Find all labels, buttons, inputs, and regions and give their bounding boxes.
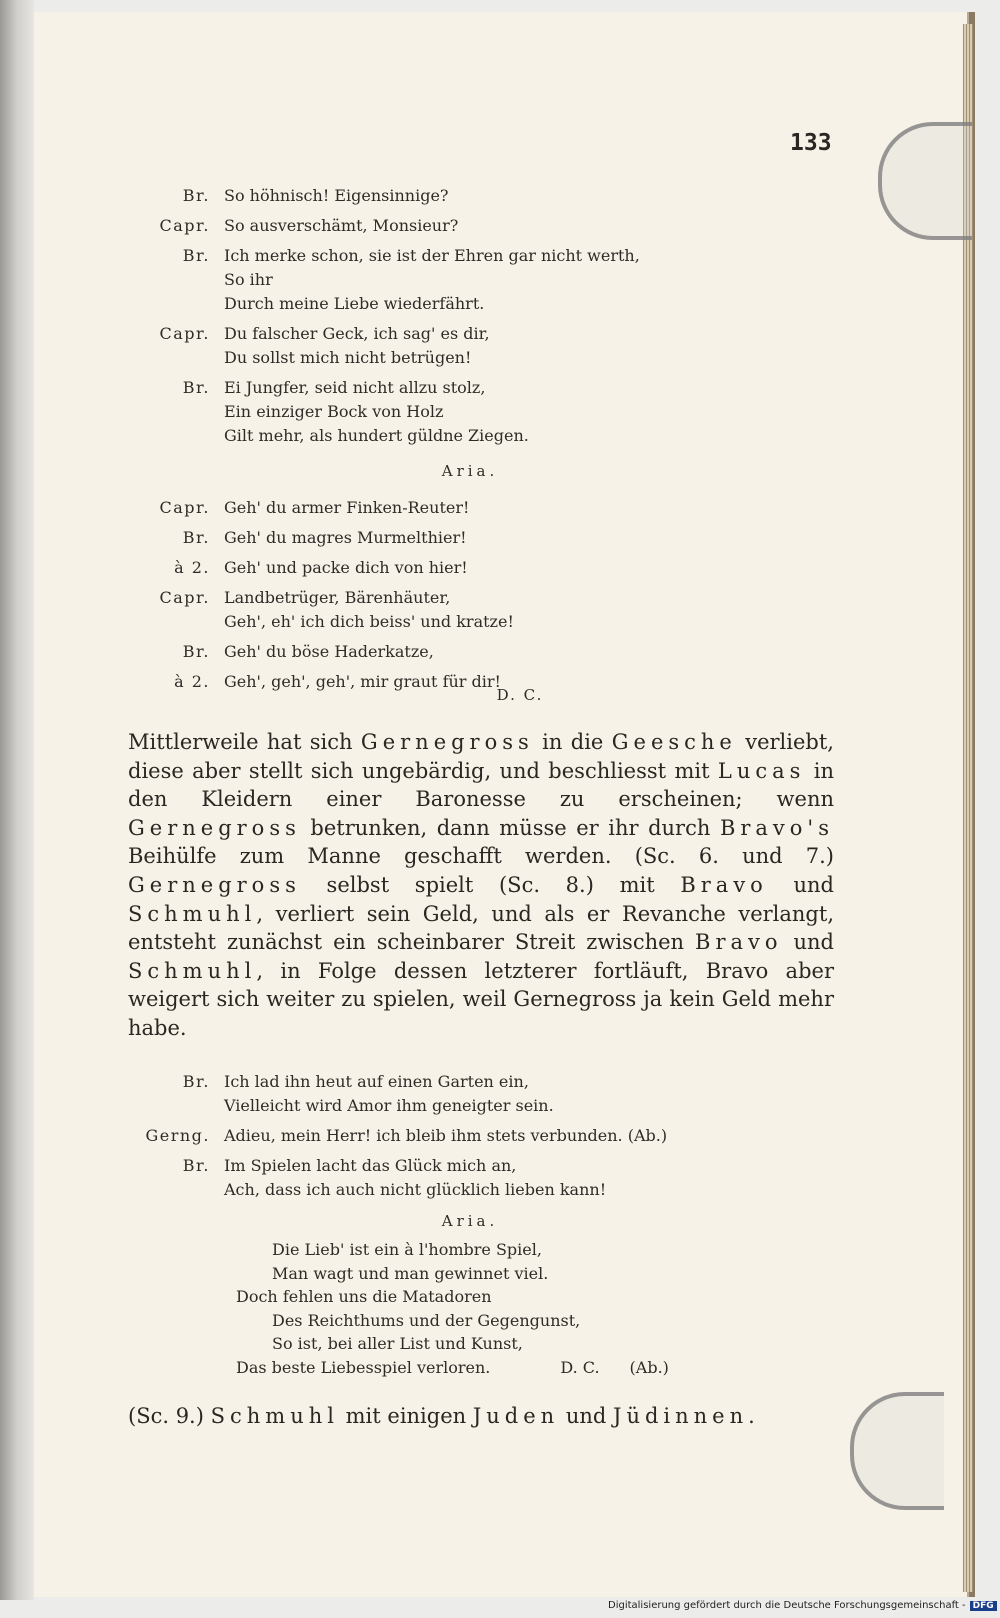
character-name: Schmuhl <box>128 958 257 983</box>
prose-text: , in Folge dessen letzterer fortläuft, Bravo aber weigert sich weiter zu spielen, weil Gernegross ja kein Geld mehr habe. <box>128 958 834 1040</box>
character-name: Gernegross <box>128 815 301 840</box>
narrative-paragraph <box>128 728 834 1043</box>
prose-text: Mittlerweile hat sich <box>128 730 361 754</box>
verse-line: Des Reichthums und der Gegengunst, <box>272 1310 581 1330</box>
da-capo-mark: D. C. <box>560 1357 600 1377</box>
verse-line: Geh' du magres Murmelthier! <box>224 528 467 547</box>
dialogue-line <box>134 244 640 316</box>
character-name: Juden <box>472 1404 560 1428</box>
verse-line-final <box>236 1356 669 1380</box>
stage-direction: (Ab.) <box>629 1357 669 1377</box>
prose-text: selbst spielt (Sc. 8.) mit <box>300 872 681 897</box>
dialogue-line <box>134 670 514 694</box>
verse-line: Ich merke schon, sie ist der Ehren gar nicht werth, <box>224 246 640 265</box>
page-clip-bottom <box>850 1392 944 1510</box>
closing-paragraph <box>128 1402 834 1431</box>
dialogue-line <box>134 640 514 664</box>
dialogue-line <box>134 376 640 448</box>
prose-text: und <box>767 872 834 897</box>
aria-heading-2: Aria. <box>441 1212 499 1230</box>
dialogue-line <box>134 322 640 370</box>
speaker-label: Gerng. <box>145 1126 210 1145</box>
verse-line: Geh', geh', geh', mir graut für dir! <box>224 672 501 691</box>
character-name: Schmuhl <box>210 1404 339 1428</box>
dialogue-block-3 <box>134 1070 667 1202</box>
character-name: Bravo's <box>719 815 834 840</box>
verse-line: Geh' du armer Finken-Reuter! <box>224 498 470 517</box>
verse-line: So ihr <box>224 270 273 289</box>
verse-line: Landbetrüger, Bärenhäuter, <box>224 588 451 607</box>
dialogue-line <box>134 1124 667 1148</box>
prose-text: Beihülfe zum Manne geschafft werden. (Sc. 6. und 7.) <box>128 844 834 869</box>
prose-text: mit einigen <box>338 1404 473 1428</box>
credit-text: Digitalisierung gefördert durch die Deutsche Forschungsgemeinschaft - <box>608 1600 966 1611</box>
verse-line: Gilt mehr, als hundert güldne Ziegen. <box>224 426 529 445</box>
digitization-credit <box>608 1600 997 1611</box>
speaker-label: Capr. <box>159 216 210 235</box>
speaker-label: Br. <box>182 1072 210 1091</box>
speaker-label: à 2. <box>174 672 210 691</box>
character-name: Gernegross <box>128 872 301 897</box>
da-capo-mark: D. C. <box>496 686 544 704</box>
speaker-label: Br. <box>182 186 210 205</box>
verse-line: Vielleicht wird Amor ihm geneigter sein. <box>224 1096 554 1115</box>
verse-line: Du sollst mich nicht betrügen! <box>224 348 472 367</box>
speaker-label: Br. <box>182 246 210 265</box>
aria-heading: Aria. <box>441 462 499 480</box>
prose-text: betrunken, dann müsse er ihr durch <box>300 815 720 840</box>
prose-text: und <box>559 1404 614 1428</box>
speaker-label: Br. <box>182 642 210 661</box>
verse-line: Geh', eh' ich dich beiss' und kratze! <box>224 612 514 631</box>
dialogue-line <box>134 526 514 550</box>
speaker-label: Capr. <box>159 324 210 343</box>
character-name: Lucas <box>717 758 806 783</box>
aria-verse-block <box>236 1238 669 1379</box>
prose-text: und <box>782 930 834 955</box>
speaker-label: Capr. <box>159 588 210 607</box>
verse-line: Im Spielen lacht das Glück mich an, <box>224 1156 517 1175</box>
prose-text: (Sc. 9.) <box>128 1404 211 1428</box>
dialogue-line <box>134 1070 667 1118</box>
verse-line: Du falscher Geck, ich sag' es dir, <box>224 324 490 343</box>
character-name: Bravo <box>695 930 783 955</box>
verse-line: Geh' du böse Haderkatze, <box>224 642 434 661</box>
verse-line: Ein einziger Bock von Holz <box>224 402 444 421</box>
character-name: Schmuhl <box>128 901 257 926</box>
page-edges <box>963 24 973 1592</box>
verse-line: So höhnisch! Eigensinnige? <box>224 186 449 205</box>
verse-line: Ich lad ihn heut auf einen Garten ein, <box>224 1072 529 1091</box>
character-name: Gernegross <box>360 730 534 754</box>
verse-line: So ausverschämt, Monsieur? <box>224 216 459 235</box>
speaker-label: Br. <box>182 1156 210 1175</box>
character-name: Geesche <box>611 730 737 754</box>
book-binding <box>0 0 34 1600</box>
prose-text: verliebt, diese aber stellt sich ungebärdig, und beschliesst mit <box>128 730 834 783</box>
dialogue-block-2 <box>134 496 514 694</box>
verse-line: Doch fehlen uns die Matadoren <box>236 1287 492 1306</box>
prose-text: . <box>748 1404 755 1428</box>
dialogue-line <box>134 586 514 634</box>
character-name: Jüdinnen <box>613 1404 749 1428</box>
prose-text: in den Kleidern einer Baronesse zu erscheinen; wenn <box>128 758 834 812</box>
verse-line: Ei Jungfer, seid nicht allzu stolz, <box>224 378 486 397</box>
speaker-label: à 2. <box>174 558 210 577</box>
dfg-logo: DFG <box>970 1601 997 1611</box>
verse-line: So ist, bei aller List und Kunst, <box>272 1334 523 1353</box>
verse-line: Durch meine Liebe wiederfährt. <box>224 294 485 313</box>
dialogue-block-1 <box>134 184 640 448</box>
page-clip-top <box>878 122 972 240</box>
dialogue-line <box>134 496 514 520</box>
dialogue-line <box>134 184 640 208</box>
verse-line: Das beste Liebesspiel verloren. <box>236 1357 491 1377</box>
speaker-label: Br. <box>182 378 210 397</box>
verse-line: Die Lieb' ist ein à l'hombre Spiel, <box>272 1240 542 1259</box>
prose-text: , verliert sein Geld, und als er Revanche verlangt, entsteht zunächst ein scheinbarer Streit zwischen <box>128 901 834 955</box>
character-name: Bravo <box>680 872 768 897</box>
dialogue-line <box>134 1154 667 1202</box>
speaker-label: Br. <box>182 528 210 547</box>
verse-line: Adieu, mein Herr! ich bleib ihm stets verbunden. (Ab.) <box>224 1126 668 1145</box>
dialogue-line <box>134 214 640 238</box>
speaker-label: Capr. <box>159 498 210 517</box>
prose-text: in die <box>533 730 612 754</box>
dialogue-line <box>134 556 514 580</box>
verse-line: Geh' und packe dich von hier! <box>224 558 468 577</box>
page-number: 133 <box>790 130 832 156</box>
verse-line: Ach, dass ich auch nicht glücklich lieben kann! <box>224 1180 607 1199</box>
verse-line: Man wagt und man gewinnet viel. <box>272 1263 549 1283</box>
